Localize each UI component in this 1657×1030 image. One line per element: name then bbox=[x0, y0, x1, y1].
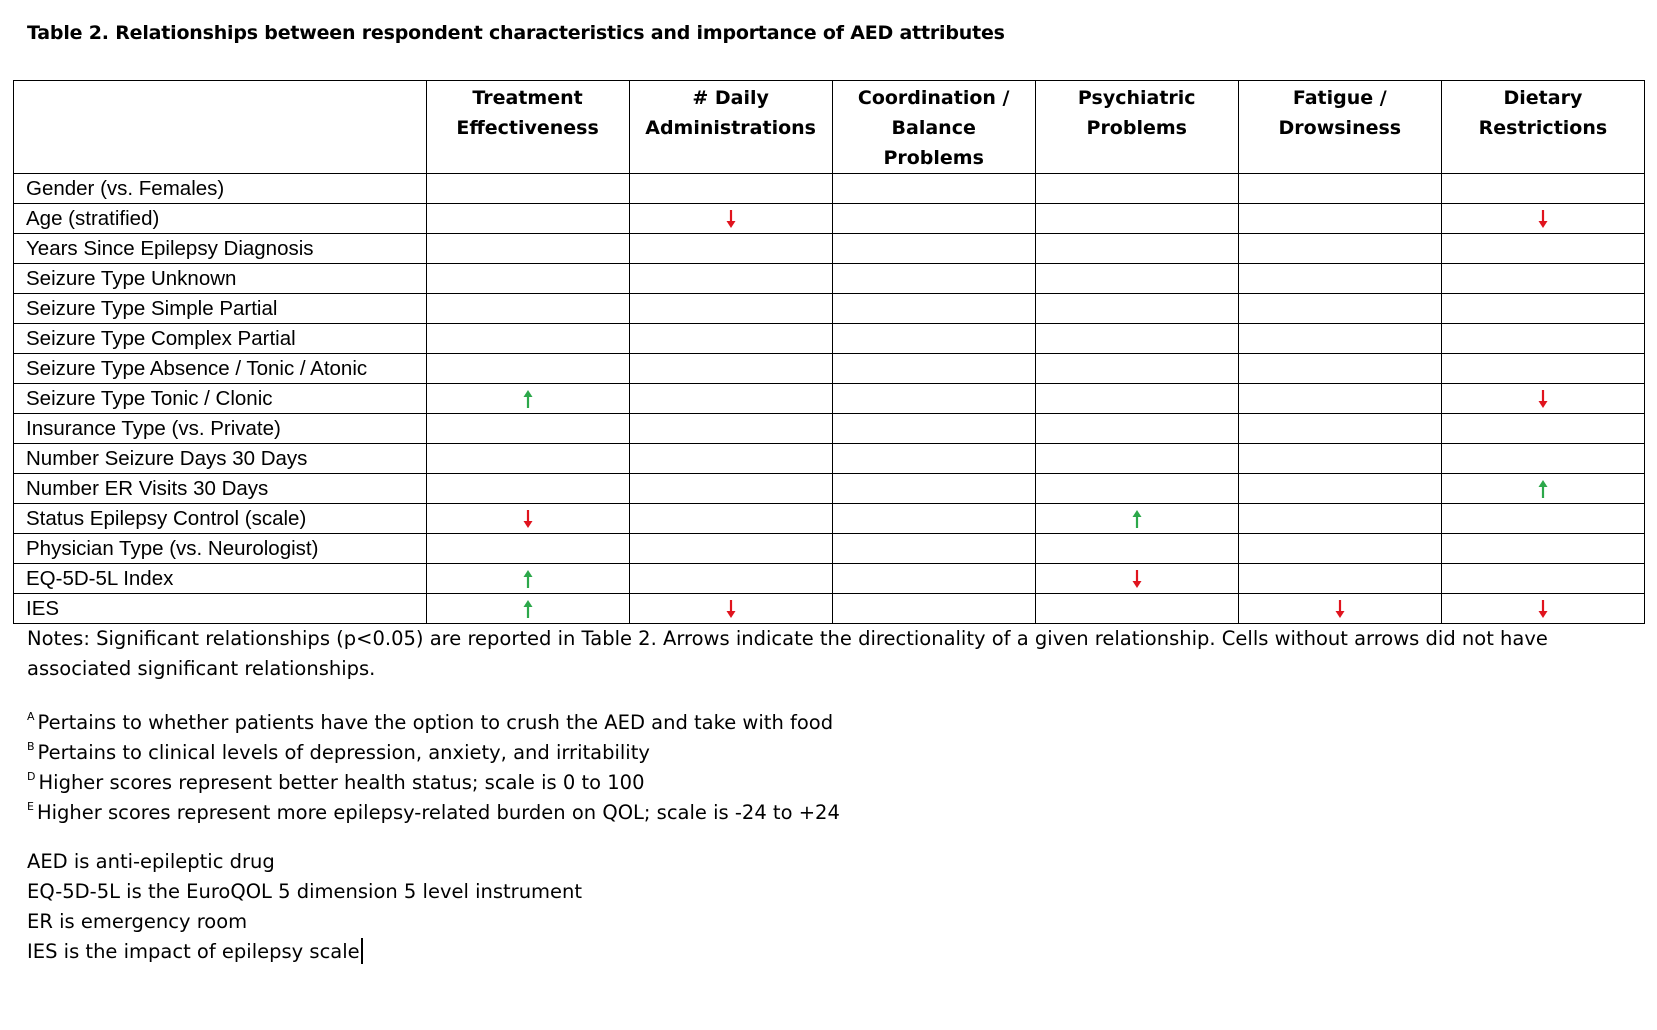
footnote-text: Higher scores represent more epilepsy-related burden on QOL; scale is -24 to +24 bbox=[36, 801, 840, 824]
column-header-1 bbox=[426, 81, 629, 174]
table-body bbox=[14, 174, 1645, 624]
table-cell bbox=[1035, 294, 1238, 324]
arrow-up-icon bbox=[1537, 479, 1549, 499]
arrow-down-icon bbox=[1537, 599, 1549, 619]
table-cell bbox=[1441, 324, 1644, 354]
column-header-line: Problems bbox=[1086, 117, 1187, 139]
row-label: EQ-5D-5L Index bbox=[14, 564, 427, 594]
table-row bbox=[14, 504, 1645, 534]
column-header-line: Effectiveness bbox=[456, 117, 599, 139]
table-cell bbox=[1441, 444, 1644, 474]
table-cell bbox=[629, 384, 832, 414]
table-cell bbox=[629, 414, 832, 444]
table-row bbox=[14, 294, 1645, 324]
table-cell bbox=[1441, 234, 1644, 264]
table-cell bbox=[1441, 504, 1644, 534]
table-cell bbox=[629, 504, 832, 534]
header-row bbox=[14, 81, 1645, 174]
abbreviation-line bbox=[27, 847, 582, 877]
table-cell bbox=[1238, 564, 1441, 594]
table-cell bbox=[832, 444, 1035, 474]
notes-line-2: associated significant relationships. bbox=[27, 657, 376, 680]
table-cell bbox=[1441, 204, 1644, 234]
table-cell bbox=[426, 534, 629, 564]
table-cell bbox=[1035, 234, 1238, 264]
table-row bbox=[14, 444, 1645, 474]
abbreviation-text: AED is anti-epileptic drug bbox=[27, 850, 275, 873]
table-cell bbox=[426, 294, 629, 324]
table-cell bbox=[1035, 414, 1238, 444]
arrow-down-icon bbox=[725, 209, 737, 229]
table-cell bbox=[1035, 264, 1238, 294]
table-cell bbox=[832, 324, 1035, 354]
row-label: Seizure Type Tonic / Clonic bbox=[14, 384, 427, 414]
footnote bbox=[27, 738, 840, 768]
arrow-down-icon bbox=[1334, 599, 1346, 619]
table-row bbox=[14, 564, 1645, 594]
row-label: Gender (vs. Females) bbox=[14, 174, 427, 204]
footnotes-section bbox=[27, 708, 840, 828]
table-cell bbox=[1035, 354, 1238, 384]
column-header-line: Coordination / bbox=[857, 87, 1010, 109]
footnote-marker: D bbox=[27, 770, 36, 783]
column-header-line: Restrictions bbox=[1478, 117, 1608, 139]
table-cell bbox=[1238, 594, 1441, 624]
footnote bbox=[27, 798, 840, 828]
row-label: IES bbox=[14, 594, 427, 624]
table-row bbox=[14, 594, 1645, 624]
table-cell bbox=[426, 324, 629, 354]
table-row bbox=[14, 204, 1645, 234]
row-label: Physician Type (vs. Neurologist) bbox=[14, 534, 427, 564]
column-header-line: Treatment bbox=[472, 87, 583, 109]
table-cell bbox=[426, 564, 629, 594]
column-header-line: Fatigue / bbox=[1292, 87, 1387, 109]
arrow-up-icon bbox=[522, 599, 534, 619]
table-cell bbox=[1035, 564, 1238, 594]
column-header-line: Psychiatric bbox=[1077, 87, 1196, 109]
column-header-line: Drowsiness bbox=[1278, 117, 1402, 139]
table-cell bbox=[1441, 594, 1644, 624]
arrow-down-icon bbox=[1131, 569, 1143, 589]
table-cell bbox=[1238, 294, 1441, 324]
table-cell bbox=[426, 174, 629, 204]
table-cell bbox=[629, 444, 832, 474]
table-cell bbox=[1035, 474, 1238, 504]
table-cell bbox=[629, 174, 832, 204]
table-cell bbox=[832, 534, 1035, 564]
table-row bbox=[14, 324, 1645, 354]
table-cell bbox=[832, 504, 1035, 534]
table-cell bbox=[832, 294, 1035, 324]
column-header-line: Administrations bbox=[645, 117, 816, 139]
column-header-6 bbox=[1441, 81, 1644, 174]
table-cell bbox=[629, 204, 832, 234]
row-label: Seizure Type Simple Partial bbox=[14, 294, 427, 324]
table-cell bbox=[1238, 504, 1441, 534]
table-cell bbox=[832, 354, 1035, 384]
table-cell bbox=[1238, 204, 1441, 234]
footnote-text: Higher scores represent better health status; scale is 0 to 100 bbox=[38, 771, 645, 794]
notes-section bbox=[27, 624, 1548, 684]
row-label: Years Since Epilepsy Diagnosis bbox=[14, 234, 427, 264]
table-cell bbox=[1238, 534, 1441, 564]
table-cell bbox=[1441, 414, 1644, 444]
column-header-3 bbox=[832, 81, 1035, 174]
table-cell bbox=[1441, 534, 1644, 564]
footnote bbox=[27, 768, 840, 798]
row-label: Seizure Type Absence / Tonic / Atonic bbox=[14, 354, 427, 384]
table-cell bbox=[1035, 174, 1238, 204]
table-cell bbox=[426, 384, 629, 414]
table-row bbox=[14, 534, 1645, 564]
footnote-marker: A bbox=[27, 710, 35, 723]
table-cell bbox=[1238, 474, 1441, 504]
table-cell bbox=[1441, 384, 1644, 414]
column-header-4 bbox=[1035, 81, 1238, 174]
table-cell bbox=[1035, 444, 1238, 474]
table-cell bbox=[1035, 534, 1238, 564]
table-cell bbox=[629, 594, 832, 624]
table-cell bbox=[426, 354, 629, 384]
table-cell bbox=[1441, 474, 1644, 504]
abbreviation-line bbox=[27, 907, 582, 937]
table-cell bbox=[832, 234, 1035, 264]
table-row bbox=[14, 414, 1645, 444]
abbreviation-line bbox=[27, 877, 582, 907]
arrow-down-icon bbox=[1537, 389, 1549, 409]
table-cell bbox=[832, 264, 1035, 294]
table-cell bbox=[1441, 294, 1644, 324]
table-cell bbox=[832, 564, 1035, 594]
relationships-table bbox=[13, 80, 1645, 624]
footnote bbox=[27, 708, 840, 738]
row-label: Seizure Type Complex Partial bbox=[14, 324, 427, 354]
row-label: Seizure Type Unknown bbox=[14, 264, 427, 294]
table-cell bbox=[1238, 414, 1441, 444]
table-row bbox=[14, 354, 1645, 384]
arrow-up-icon bbox=[522, 569, 534, 589]
table-row bbox=[14, 234, 1645, 264]
text-cursor bbox=[361, 938, 363, 964]
table-cell bbox=[832, 174, 1035, 204]
abbreviation-line bbox=[27, 937, 582, 967]
table-cell bbox=[1238, 174, 1441, 204]
table-cell bbox=[1441, 174, 1644, 204]
table-cell bbox=[629, 294, 832, 324]
table-cell bbox=[426, 474, 629, 504]
table-cell bbox=[1238, 264, 1441, 294]
table-cell bbox=[629, 564, 832, 594]
table-cell bbox=[426, 594, 629, 624]
table-cell bbox=[832, 204, 1035, 234]
abbreviations-section bbox=[27, 847, 582, 967]
table-cell bbox=[426, 264, 629, 294]
table-cell bbox=[1035, 204, 1238, 234]
table-cell bbox=[1035, 594, 1238, 624]
row-label: Status Epilepsy Control (scale) bbox=[14, 504, 427, 534]
arrow-down-icon bbox=[725, 599, 737, 619]
table-cell bbox=[629, 324, 832, 354]
row-label: Number Seizure Days 30 Days bbox=[14, 444, 427, 474]
abbreviation-text: EQ-5D-5L is the EuroQOL 5 dimension 5 level instrument bbox=[27, 880, 583, 903]
table-row bbox=[14, 384, 1645, 414]
column-header-line: Dietary bbox=[1503, 87, 1583, 109]
table-title: Table 2. Relationships between respondent characteristics and importance of AED attributes bbox=[27, 22, 1005, 44]
table-cell bbox=[629, 474, 832, 504]
table-cell bbox=[629, 234, 832, 264]
footnote-text: Pertains to clinical levels of depression, anxiety, and irritability bbox=[37, 741, 650, 764]
arrow-up-icon bbox=[522, 389, 534, 409]
table-cell bbox=[1441, 354, 1644, 384]
footnote-marker: E bbox=[27, 800, 34, 813]
table-row bbox=[14, 174, 1645, 204]
table-cell bbox=[832, 414, 1035, 444]
column-header-5 bbox=[1238, 81, 1441, 174]
table-cell bbox=[1238, 354, 1441, 384]
table-cell bbox=[426, 204, 629, 234]
column-header-line: Problems bbox=[883, 147, 984, 169]
table-cell bbox=[629, 534, 832, 564]
table-cell bbox=[426, 234, 629, 264]
table-cell bbox=[1238, 444, 1441, 474]
table-row bbox=[14, 474, 1645, 504]
table-cell bbox=[1035, 504, 1238, 534]
table-cell bbox=[426, 504, 629, 534]
row-label: Insurance Type (vs. Private) bbox=[14, 414, 427, 444]
column-header-line: Balance bbox=[891, 117, 976, 139]
table-cell bbox=[629, 264, 832, 294]
table-cell bbox=[1035, 384, 1238, 414]
column-header-line: # Daily bbox=[692, 87, 769, 109]
table-cell bbox=[1238, 234, 1441, 264]
table-cell bbox=[1238, 324, 1441, 354]
corner-cell bbox=[14, 81, 427, 174]
footnote-marker: B bbox=[27, 740, 35, 753]
abbreviation-text: ER is emergency room bbox=[27, 910, 248, 933]
arrow-up-icon bbox=[1131, 509, 1143, 529]
table-cell bbox=[1238, 384, 1441, 414]
table-row bbox=[14, 264, 1645, 294]
table-cell bbox=[832, 594, 1035, 624]
table-cell bbox=[629, 354, 832, 384]
column-header-2 bbox=[629, 81, 832, 174]
table-cell bbox=[1441, 264, 1644, 294]
table-cell bbox=[426, 414, 629, 444]
abbreviation-text: IES is the impact of epilepsy scale bbox=[27, 940, 360, 963]
table-cell bbox=[1035, 324, 1238, 354]
row-label: Number ER Visits 30 Days bbox=[14, 474, 427, 504]
footnote-text: Pertains to whether patients have the option to crush the AED and take with food bbox=[37, 711, 834, 734]
table-cell bbox=[832, 474, 1035, 504]
table-cell bbox=[426, 444, 629, 474]
row-label: Age (stratified) bbox=[14, 204, 427, 234]
table-cell bbox=[832, 384, 1035, 414]
arrow-down-icon bbox=[522, 509, 534, 529]
arrow-down-icon bbox=[1537, 209, 1549, 229]
table-cell bbox=[1441, 564, 1644, 594]
notes-line-1: Notes: Significant relationships (p<0.05) are reported in Table 2. Arrows indicate the directionality of a given relationship. Cells without arrows did not have bbox=[27, 627, 1548, 650]
